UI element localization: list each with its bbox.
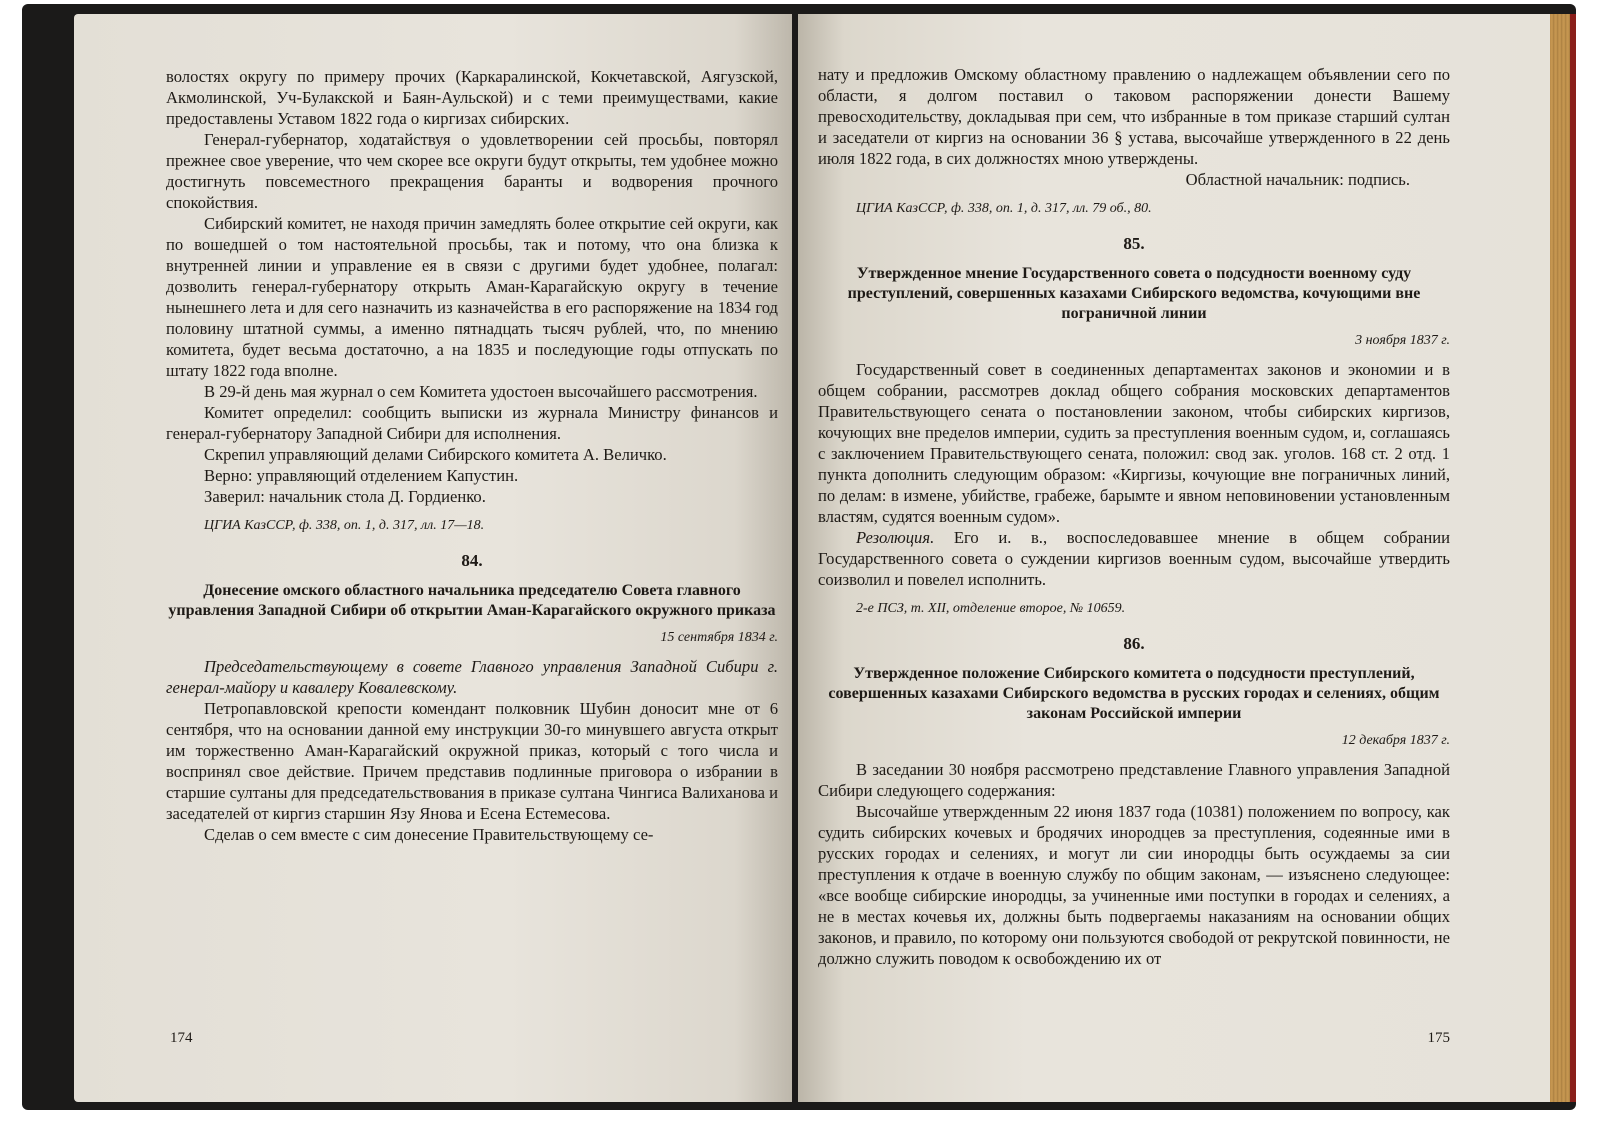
signature: Областной начальник: подпись. (1185, 170, 1410, 189)
archive-source: ЦГИА КазССР, ф. 338, оп. 1, д. 317, лл. 17—18. (204, 518, 485, 533)
document-number: 85. (1123, 234, 1145, 253)
right-page (798, 14, 1570, 1102)
document-date: 15 сентября 1834 г. (660, 630, 778, 645)
paragraph: В 29-й день мая журнал о сем Комитета удостоен высочайшего рассмотрения. (204, 382, 758, 401)
archive-source: ЦГИА КазССР, ф. 338, оп. 1, д. 317, лл. 79 об., 80. (856, 201, 1152, 216)
document-date: 12 декабря 1837 г. (1341, 733, 1450, 748)
right-text-column (818, 64, 1450, 969)
paragraph: Петропавловской крепости комендант полковник Шубин доносит мне от 6 сентября, что на основании данной ему инструкции 30-го минувшего августа открыт им торжественно Аман-Карагайский окружной приказ, который с того числа и воспринял свое действие. Причем представив подлинные приговора о избрании в старшие султаны для председательствования в приказе султана Чингиса Валиханова и заседателей от киргиз старшин Язу Янова и Есена Естемесова. (166, 699, 778, 823)
resolution-text: Его и. в., воспоследовавшее мнение в общем собрании Государственного совета о суждении киргизов военным судом, высочайше утвердить соизволил и повелел исполнить. (818, 528, 1451, 589)
resolution-label: Резолюция. (856, 528, 935, 547)
document-number: 84. (461, 551, 483, 570)
paragraph: Заверил: начальник стола Д. Гордиенко. (204, 487, 486, 506)
paragraph: Сделав о сем вместе с сим донесение Правительствующему се- (204, 825, 654, 844)
document-heading: Донесение омского областного начальника председателю Совета главного управления Западной Сибири об открытии Аман-Карагайского окружного приказа (168, 582, 776, 619)
paragraph: Государственный совет в соединенных департаментах законов и экономии и в общем собрании, рассмотрев доклад общего собрания московских департаментов Правительствующего сената о постановлении законом, чтобы сибирских киргизов, кочующих вне пределов империи, судить за преступления военным судом, и, соглашаясь с заключением Правительствующего сената, положил: свод зак. уголов. 168 ст. 2 отд. 1 пункта дополнить следующим образом: «Киргизы, кочующие вне пограничных линий, по делам: в измене, убийстве, грабеже, барымте и явном неповиновении установленным властям, судятся военным судом». (818, 360, 1450, 526)
page-number: 175 (1427, 1030, 1450, 1046)
document-date: 3 ноября 1837 г. (1355, 333, 1450, 348)
paragraph: В заседании 30 ноября рассмотрено представление Главного управления Западной Сибири следующего содержания: (818, 760, 1450, 800)
paragraph: Верно: управляющий отделением Капустин. (204, 466, 519, 485)
paragraph: Генерал-губернатор, ходатайствуя о удовлетворении сей просьбы, повторял прежнее свое уверение, что чем скорее все округи будут открыты, тем удобнее можно достигнуть повсеместного прекращения баранты и водворения прочного спокойствия. (166, 130, 778, 212)
paragraph: нату и предложив Омскому областному правлению о надлежащем объявлении сего по области, я долгом поставил о таковом распоряжении донести Вашему превосходительству, докладывая при сем, что избранные в том приказе старший султан и заседатели от киргиз на основании 36 § устава, высочайше утвержденного в 22 день июля 1822 года, в сих должностях мною утверждены. (818, 65, 1450, 168)
book-cover-edge (1570, 14, 1576, 1102)
left-text-column (166, 66, 778, 845)
paragraph: Скрепил управляющий делами Сибирского комитета А. Величко. (204, 445, 667, 464)
document-address: Председательствующему в совете Главного управления Западной Сибири г. генерал-майору и кавалеру Ковалевскому. (166, 657, 778, 697)
document-heading: Утвержденное положение Сибирского комитета о подсудности преступлений, совершенных казахами Сибирского ведомства в русских городах и селениях, общим законам Российской империи (828, 665, 1440, 722)
book-spread (22, 4, 1576, 1110)
paragraph: волостях округу по примеру прочих (Каркаралинской, Кокчетавской, Аягузской, Акмолинской, Уч-Булакской и Баян-Аульской) и с теми преимуществами, какие предоставлены Уставом 1822 года о киргизах сибирских. (166, 67, 778, 128)
paragraph: Сибирский комитет, не находя причин замедлять более открытие сей округи, как по вошедшей о том настоятельной просьбы, так и потому, что она близка к внутренней линии и управление ея в связи с другими будет удобнее, полагал: дозволить генерал-губернатору открыть Аман-Карагайскую округу в течение нынешнего лета и для сего назначить из казначейства в его распоряжение на 1834 год половину штатной суммы, а именно пятнадцать тысяч рублей, что, по мнению комитета, будет весьма достаточно, а на 1835 и последующие годы отпускать по штату 1822 года вполне. (166, 214, 778, 380)
resolution (818, 527, 1450, 590)
document-number: 86. (1123, 634, 1145, 653)
left-page (74, 14, 792, 1102)
law-source: 2-е ПСЗ, т. XII, отделение второе, № 10659. (856, 601, 1126, 616)
page-number: 174 (170, 1030, 193, 1046)
paragraph: Высочайше утвержденным 22 июня 1837 года (10381) положением по вопросу, как судить сибирских кочевых и бродячих инородцев за преступления, содеянные ими в русских городах и селениях, и могут ли сии инородцы быть осуждаемы за сии преступления к отдаче в военную службу по общим законам, — изъяснено следующее: «все вообще сибирские инородцы, за учиненные ими поступки в городах и селениях, а не в местах кочевья их, должны быть подвергаемы наказаниям на основании общих законов, и правило, по которому они пользуются свободой от рекрутской повинности, не должно служить поводом к освобождению их от (818, 802, 1450, 968)
document-heading: Утвержденное мнение Государственного совета о подсудности военному суду преступлений, совершенных казахами Сибирского ведомства, кочующими вне пограничной линии (847, 265, 1421, 322)
paragraph: Комитет определил: сообщить выписки из журнала Министру финансов и генерал-губернатору Западной Сибири для исполнения. (166, 403, 778, 443)
